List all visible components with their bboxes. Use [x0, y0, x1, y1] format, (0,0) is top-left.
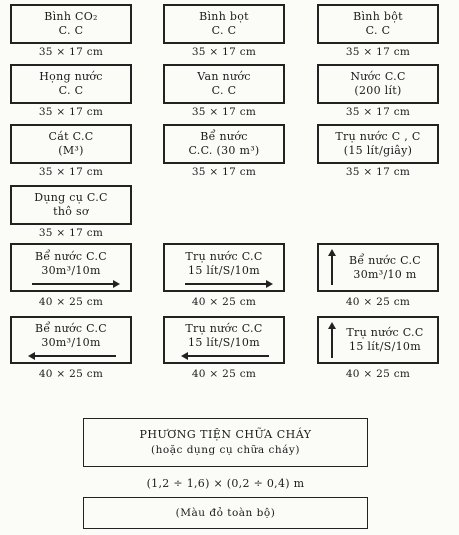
arrow-left-icon [30, 355, 116, 357]
sign-line1: Dụng cụ C.C [34, 191, 108, 204]
sign-line2: C. C [211, 84, 237, 97]
main-sign-subtitle: (hoặc dụng cụ chữa cháy) [151, 444, 300, 456]
sign-line1: Họng nước [39, 70, 103, 83]
sign-size: 35 × 17 cm [345, 106, 411, 118]
sign-hong-nuoc [10, 64, 132, 104]
main-sign-title: PHƯƠNG TIỆN CHỮA CHÁY [139, 428, 312, 441]
sign-size: 40 × 25 cm [191, 368, 257, 380]
sign-line1: Bể nước [200, 130, 248, 143]
sign-line2: C. C [58, 84, 84, 97]
arrow-up-icon [331, 328, 333, 358]
sign-line2: C. C [365, 24, 391, 37]
main-sign-color-note: (Màu đỏ toàn bộ) [175, 507, 276, 519]
sign-cat-cc [10, 124, 132, 164]
sign-be-nuoc-arrow-left [10, 316, 132, 364]
sign-van-nuoc [163, 64, 285, 104]
sign-line1: Bình CO₂ [44, 10, 98, 23]
arrow-right-icon [185, 283, 271, 285]
sign-line1: Van nước [197, 70, 251, 83]
sign-binh-bot-powder [317, 4, 439, 44]
sign-size: 40 × 25 cm [191, 296, 257, 308]
sign-size: 40 × 25 cm [345, 368, 411, 380]
sign-tru-nuoc-arrow-left [163, 316, 285, 364]
sign-line2: C. C [58, 24, 84, 37]
sign-binh-co2 [10, 4, 132, 44]
sign-line2: C. C [211, 24, 237, 37]
sign-line2: 30m³/10m [41, 264, 101, 277]
sign-be-nuoc-arrow-up [317, 243, 439, 292]
sign-line1: Bình bột [353, 10, 403, 23]
sign-be-nuoc-arrow-right [10, 243, 132, 292]
sign-be-nuoc-30m3 [163, 124, 285, 164]
sign-dung-cu-tho-so [10, 185, 132, 225]
sign-size: 35 × 17 cm [191, 106, 257, 118]
sign-line1: Trụ nước C.C [346, 326, 424, 339]
sign-binh-bot-foam [163, 4, 285, 44]
sign-size: 40 × 25 cm [38, 296, 104, 308]
sign-line1: Trụ nước C , C [335, 130, 421, 143]
sign-size: 35 × 17 cm [38, 46, 104, 58]
sign-line1: Bể nước C.C [34, 250, 108, 263]
sign-line1: Bình bọt [199, 10, 249, 23]
sign-line2: (M³) [58, 144, 84, 157]
sign-size: 35 × 17 cm [38, 166, 104, 178]
arrow-left-icon [183, 355, 269, 357]
sign-line2: C.C. (30 m³) [188, 144, 260, 157]
sign-line2: 15 lít/S/10m [349, 340, 421, 353]
sign-line2: 30m³/10m [41, 336, 101, 349]
sign-line2: 30m³/10 m [353, 267, 417, 281]
arrow-right-icon [32, 283, 118, 285]
main-sign-box [83, 418, 368, 467]
sign-line1: Nước C.C [350, 70, 406, 83]
sign-line1: Cát C.C [48, 130, 94, 143]
sign-nuoc-cc [317, 64, 439, 104]
sign-size: 35 × 17 cm [191, 46, 257, 58]
sign-line1: Bể nước C.C [348, 253, 422, 267]
main-sign-color-box [83, 497, 368, 529]
sign-size: 40 × 25 cm [38, 368, 104, 380]
sign-line2: 15 lít/S/10m [188, 336, 260, 349]
sign-line2: thô sơ [53, 205, 89, 218]
sign-line1: Bể nước C.C [34, 322, 108, 335]
sign-size: 35 × 17 cm [38, 227, 104, 239]
sign-size: 35 × 17 cm [191, 166, 257, 178]
sign-size: 35 × 17 cm [38, 106, 104, 118]
sign-tru-nuoc-arrow-right [163, 243, 285, 292]
sign-tru-nuoc-15ls [317, 124, 439, 164]
sign-size: 35 × 17 cm [345, 46, 411, 58]
sign-line2: (200 lít) [354, 84, 402, 97]
arrow-up-icon [331, 255, 333, 285]
sign-line1: Trụ nước C.C [185, 250, 263, 263]
sign-size: 40 × 25 cm [345, 296, 411, 308]
sign-tru-nuoc-arrow-up [317, 316, 439, 364]
sign-line1: Trụ nước C.C [185, 322, 263, 335]
sign-size: 35 × 17 cm [345, 166, 411, 178]
sign-line2: 15 lít/S/10m [188, 264, 260, 277]
main-sign-size: (1,2 ÷ 1,6) × (0,2 ÷ 0,4) m [146, 477, 305, 490]
sign-line2: (15 lít/giây) [343, 144, 413, 157]
